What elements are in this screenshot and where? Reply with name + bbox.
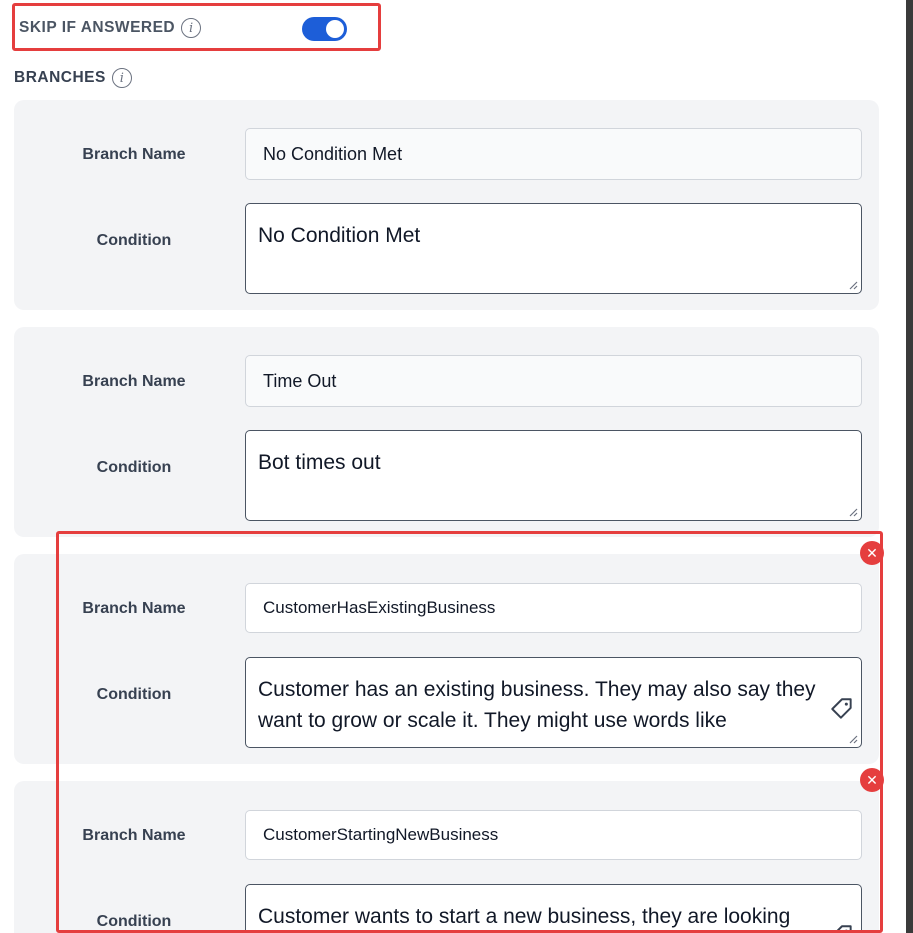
branch-card	[14, 554, 879, 764]
branches-heading	[14, 66, 132, 90]
branch-name-label: Branch Name	[82, 373, 186, 390]
skip-if-answered-toggle[interactable]	[302, 17, 347, 41]
skip-if-answered-row	[19, 14, 201, 42]
branch-name-label: Branch Name	[82, 600, 186, 617]
condition-label: Condition	[96, 913, 172, 930]
resize-grip-icon[interactable]	[848, 734, 858, 744]
branches-label: BRANCHES	[14, 69, 106, 86]
resize-grip-icon[interactable]	[848, 280, 858, 290]
branch-name-input[interactable]	[245, 810, 862, 860]
tag-icon[interactable]	[829, 696, 855, 722]
condition-textarea[interactable]	[245, 884, 862, 933]
branch-name-label: Branch Name	[82, 146, 186, 163]
condition-label: Condition	[96, 459, 172, 476]
remove-branch-button[interactable]	[860, 768, 884, 792]
condition-textarea[interactable]	[245, 430, 862, 521]
branch-name-input[interactable]	[245, 583, 862, 633]
scrollbar-edge[interactable]	[906, 0, 913, 933]
toggle-knob	[326, 20, 344, 38]
condition-label: Condition	[96, 686, 172, 703]
branch-name-input[interactable]	[245, 355, 862, 407]
tag-icon[interactable]	[829, 923, 855, 933]
branch-card	[14, 327, 879, 537]
info-icon[interactable]: i	[181, 18, 201, 38]
condition-textarea[interactable]	[245, 657, 862, 748]
resize-grip-icon[interactable]	[848, 507, 858, 517]
branch-name-label: Branch Name	[82, 827, 186, 844]
branch-card	[14, 100, 879, 310]
condition-text: Customer wants to start a new business, they are looking	[258, 905, 791, 928]
branch-name-input[interactable]	[245, 128, 862, 180]
condition-text: Customer has an existing business. They may also say they want to grow or scale it. They might use words like	[258, 678, 816, 732]
skip-if-answered-label: SKIP IF ANSWERED	[19, 19, 176, 36]
close-icon: ✕	[866, 544, 878, 561]
condition-text: No Condition Met	[258, 224, 421, 247]
condition-textarea[interactable]	[245, 203, 862, 294]
remove-branch-button[interactable]	[860, 541, 884, 565]
close-icon: ✕	[866, 771, 878, 788]
condition-text: Bot times out	[258, 451, 381, 474]
info-icon[interactable]: i	[112, 68, 132, 88]
condition-label: Condition	[96, 232, 172, 249]
branch-card	[14, 781, 879, 933]
